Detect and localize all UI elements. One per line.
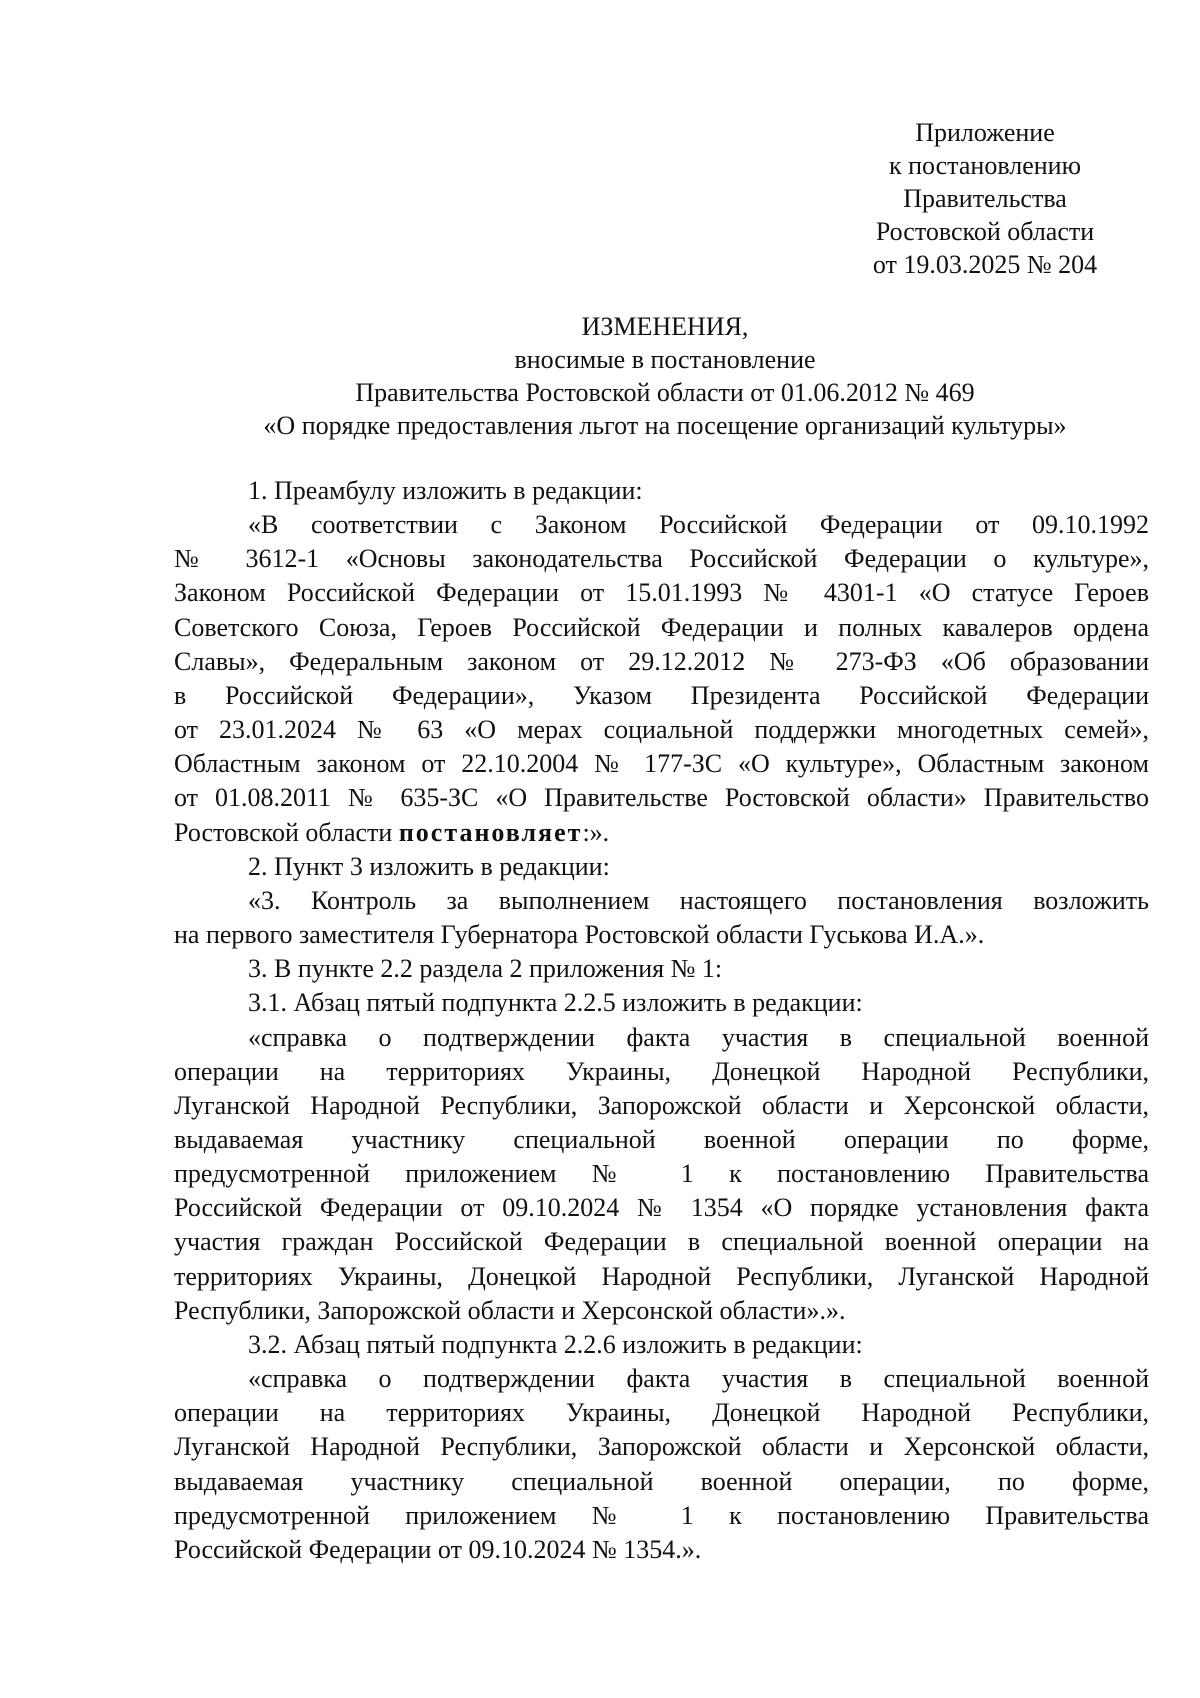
paragraph-item-3 xyxy=(174,952,1149,986)
text-line: 3. В пункте 2.2 раздела 2 приложения № 1: xyxy=(248,954,723,984)
text-line: «3. Контроль за выполнением настоящего постановления возложить xyxy=(248,885,1149,915)
text-line: от 01.08.2011 № 635-ЗС «О Правительстве Ростовской области» Правительство xyxy=(174,783,1149,813)
bold-decree-word: постановляет xyxy=(398,817,583,847)
text-line: «справка о подтверждении факта участия в специальной военной xyxy=(248,1364,1149,1394)
text-line: Славы», Федеральным законом от 29.12.2012 № 273-ФЗ «Об образовании xyxy=(174,646,1149,676)
text-line: Российской Федерации от 09.10.2024 № 1354.». xyxy=(174,1534,702,1564)
text-fragment: :». xyxy=(582,817,610,847)
text-line: № 3612-1 «Основы законодательства Российской Федерации о культуре», xyxy=(174,544,1149,574)
text-fragment: Ростовской области xyxy=(174,817,399,847)
text-line: 1. Преамбулу изложить в редакции: xyxy=(248,476,643,505)
heading-line: Правительства Ростовской области от 01.06.2012 № 469 xyxy=(355,378,975,407)
text-line: Законом Российской Федерации от 15.01.1993 № 4301-1 «О статусе Героев xyxy=(174,578,1149,608)
appendix-line: Приложение xyxy=(915,118,1055,147)
paragraph-item-1 xyxy=(174,474,1149,508)
text-line: Луганской Народной Республики, Запорожской области и Херсонской области, xyxy=(174,1090,1149,1120)
text-line: операции на территориях Украины, Донецкой Народной Республики, xyxy=(174,1056,1149,1086)
appendix-date-number: от 19.03.2025 № 204 xyxy=(872,250,1098,279)
paragraph-preamble-quote xyxy=(174,508,1149,850)
text-line: «В соответствии с Законом Российской Федерации от 09.10.1992 xyxy=(248,510,1149,540)
text-line: предусмотренной приложением № 1 к постановлению Правительства xyxy=(174,1500,1149,1530)
paragraph-control-quote xyxy=(174,884,1149,952)
paragraph-item-2 xyxy=(174,850,1149,884)
appendix-line: к постановлению xyxy=(888,151,1082,180)
text-line: на первого заместителя Губернатора Ростовской области Гуськова И.А.». xyxy=(174,920,985,950)
text-line: Луганской Народной Республики, Запорожской области и Херсонской области, xyxy=(174,1432,1149,1462)
paragraph-item-3-2 xyxy=(174,1328,1149,1362)
text-line: Областным законом от 22.10.2004 № 177-ЗС «О культуре», Областным законом xyxy=(174,749,1149,779)
text-line: Республики, Запорожской области и Херсонской области».». xyxy=(174,1295,846,1325)
appendix-block xyxy=(835,116,1135,281)
text-line: Советского Союза, Героев Российской Федерации и полных кавалеров ордена xyxy=(174,612,1149,642)
paragraph-item-3-1 xyxy=(174,986,1149,1020)
text-line: выдаваемая участнику специальной военной операции по форме, xyxy=(174,1124,1149,1154)
appendix-line: Ростовской области xyxy=(875,217,1095,246)
text-line: предусмотренной приложением № 1 к постановлению Правительства xyxy=(174,1159,1149,1189)
text-line: территориях Украины, Донецкой Народной Республики, Луганской Народной xyxy=(174,1261,1149,1291)
document-body xyxy=(174,474,1149,1567)
text-line: 3.1. Абзац пятый подпункта 2.2.5 изложить в редакции: xyxy=(248,988,863,1018)
document-heading xyxy=(0,310,1200,442)
text-line: от 23.01.2024 № 63 «О мерах социальной поддержки многодетных семей», xyxy=(174,715,1149,745)
text-line: операции на территориях Украины, Донецкой Народной Республики, xyxy=(174,1398,1149,1428)
text-line: участия граждан Российской Федерации в специальной военной операции на xyxy=(174,1227,1149,1257)
heading-line: «О порядке предоставления льгот на посещение организаций культуры» xyxy=(263,411,1067,440)
heading-line: вносимые в постановление xyxy=(514,345,816,374)
text-line: в Российской Федерации», Указом Президента Российской Федерации xyxy=(174,680,1149,710)
paragraph-certificate-quote-2 xyxy=(174,1362,1149,1567)
text-line: 2. Пункт 3 изложить в редакции: xyxy=(248,851,610,881)
text-line: выдаваемая участнику специальной военной операции, по форме, xyxy=(174,1466,1149,1496)
paragraph-certificate-quote-1 xyxy=(174,1021,1149,1328)
text-line xyxy=(174,816,1149,850)
text-line: 3.2. Абзац пятый подпункта 2.2.6 изложить в редакции: xyxy=(248,1329,863,1359)
heading-title: ИЗМЕНЕНИЯ, xyxy=(581,312,749,341)
text-line: «справка о подтверждении факта участия в специальной военной xyxy=(248,1022,1149,1052)
appendix-line: Правительства xyxy=(903,184,1067,213)
text-line: Российской Федерации от 09.10.2024 № 1354 «О порядке установления факта xyxy=(174,1193,1149,1223)
